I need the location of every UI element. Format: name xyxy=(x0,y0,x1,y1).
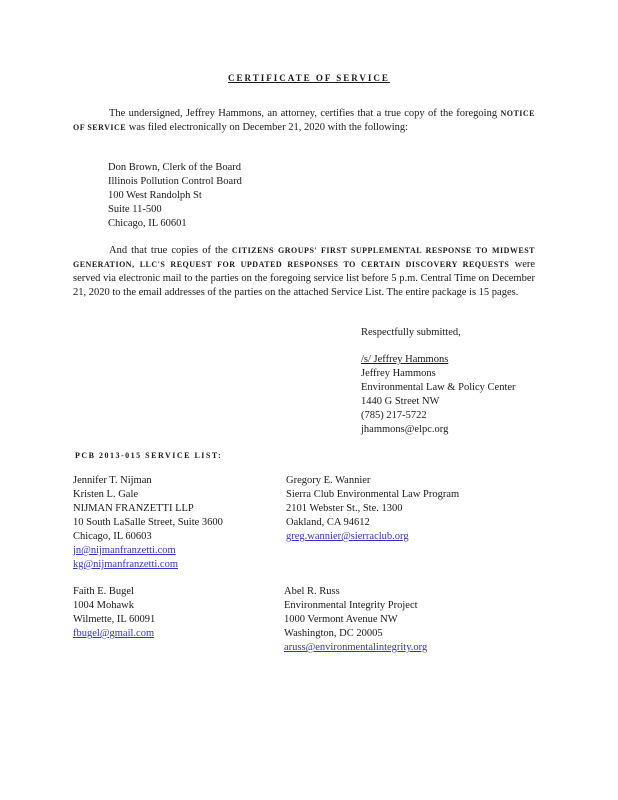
entry-line: Oakland, CA 94612 xyxy=(286,517,370,528)
paragraph-text: The undersigned, Jeffrey Hammons, an attorney, certifies that a true copy of the foregoing xyxy=(109,108,498,119)
closing: Respectfully submitted, xyxy=(361,327,461,338)
entry-line: Washington, DC 20005 xyxy=(284,628,383,639)
entry-line: Sierra Club Environmental Law Program xyxy=(286,489,460,500)
recipient-address xyxy=(108,161,242,231)
entry-line: NIJMAN FRANZETTI LLP xyxy=(73,503,194,514)
service-entry xyxy=(73,474,223,572)
entry-line: Environmental Integrity Project xyxy=(284,600,418,611)
email-link[interactable]: fbugel@gmail.com xyxy=(73,628,155,639)
service-entry xyxy=(73,585,155,641)
address-line: Chicago, IL 60601 xyxy=(108,218,187,229)
entry-line: 1000 Vermont Avenue NW xyxy=(284,614,398,625)
entry-line: Wilmette, IL 60091 xyxy=(73,614,156,625)
entry-line: 1004 Mohawk xyxy=(73,600,134,611)
address-line: Don Brown, Clerk of the Board xyxy=(108,162,241,173)
signature-line: /s/ Jeffrey Hammons xyxy=(361,354,449,365)
signer-name: Jeffrey Hammons xyxy=(361,368,436,379)
entry-line: Jennifer T. Nijman xyxy=(73,475,152,486)
email-link[interactable]: aruss@environmentalintegrity.org xyxy=(284,642,428,653)
entry-line: Faith E. Bugel xyxy=(73,586,134,597)
signer-email: jhammons@elpc.org xyxy=(361,424,449,435)
entry-line: Kristen L. Gale xyxy=(73,489,139,500)
document-title: CERTIFICATE OF SERVICE xyxy=(228,73,390,83)
certification-paragraph xyxy=(73,107,535,135)
document-name: CITIZENS GROUPS' FIRST SUPPLEMENTAL RESPONSE TO MIDWEST GENERATION, LLC'S REQUEST FOR UPDATED RESPONSES TO CERTAIN DISCOVERY REQUESTS xyxy=(73,246,535,269)
paragraph-text: was filed electronically on December 21, 2020 with the following: xyxy=(128,122,409,133)
paragraph-text: were served via electronic mail to the parties on the foregoing service list before 5 p.m. Central Time on December 21, 2020 to the email addresses of the parties on the attached Service List. The entire package is 15 pages. xyxy=(73,259,536,298)
signer-phone: (785) 217-5722 xyxy=(361,410,427,421)
entry-line: 2101 Webster St., Ste. 1300 xyxy=(286,503,403,514)
service-list-heading: PCB 2013-015 SERVICE LIST: xyxy=(75,451,223,460)
service-entry xyxy=(284,585,427,655)
address-line: Illinois Pollution Control Board xyxy=(108,176,242,187)
signature-block xyxy=(361,353,516,437)
service-paragraph xyxy=(73,244,535,300)
signer-street: 1440 G Street NW xyxy=(361,396,440,407)
service-entry xyxy=(286,474,459,544)
email-link[interactable]: greg.wannier@sierraclub.org xyxy=(286,531,409,542)
entry-line: Abel R. Russ xyxy=(284,586,340,597)
entry-line: 10 South LaSalle Street, Suite 3600 xyxy=(73,517,223,528)
address-line: 100 West Randolph St xyxy=(108,190,202,201)
paragraph-text: And that true copies of the xyxy=(109,245,228,256)
email-link[interactable]: kg@nijmanfranzetti.com xyxy=(73,559,179,570)
signer-organization: Environmental Law & Policy Center xyxy=(361,382,516,393)
email-link[interactable]: jn@nijmanfranzetti.com xyxy=(73,545,176,556)
entry-line: Gregory E. Wannier xyxy=(286,475,371,486)
address-line: Suite 11-500 xyxy=(108,204,162,215)
document-name: NOTICE OF SERVICE xyxy=(73,109,535,132)
entry-line: Chicago, IL 60603 xyxy=(73,531,152,542)
